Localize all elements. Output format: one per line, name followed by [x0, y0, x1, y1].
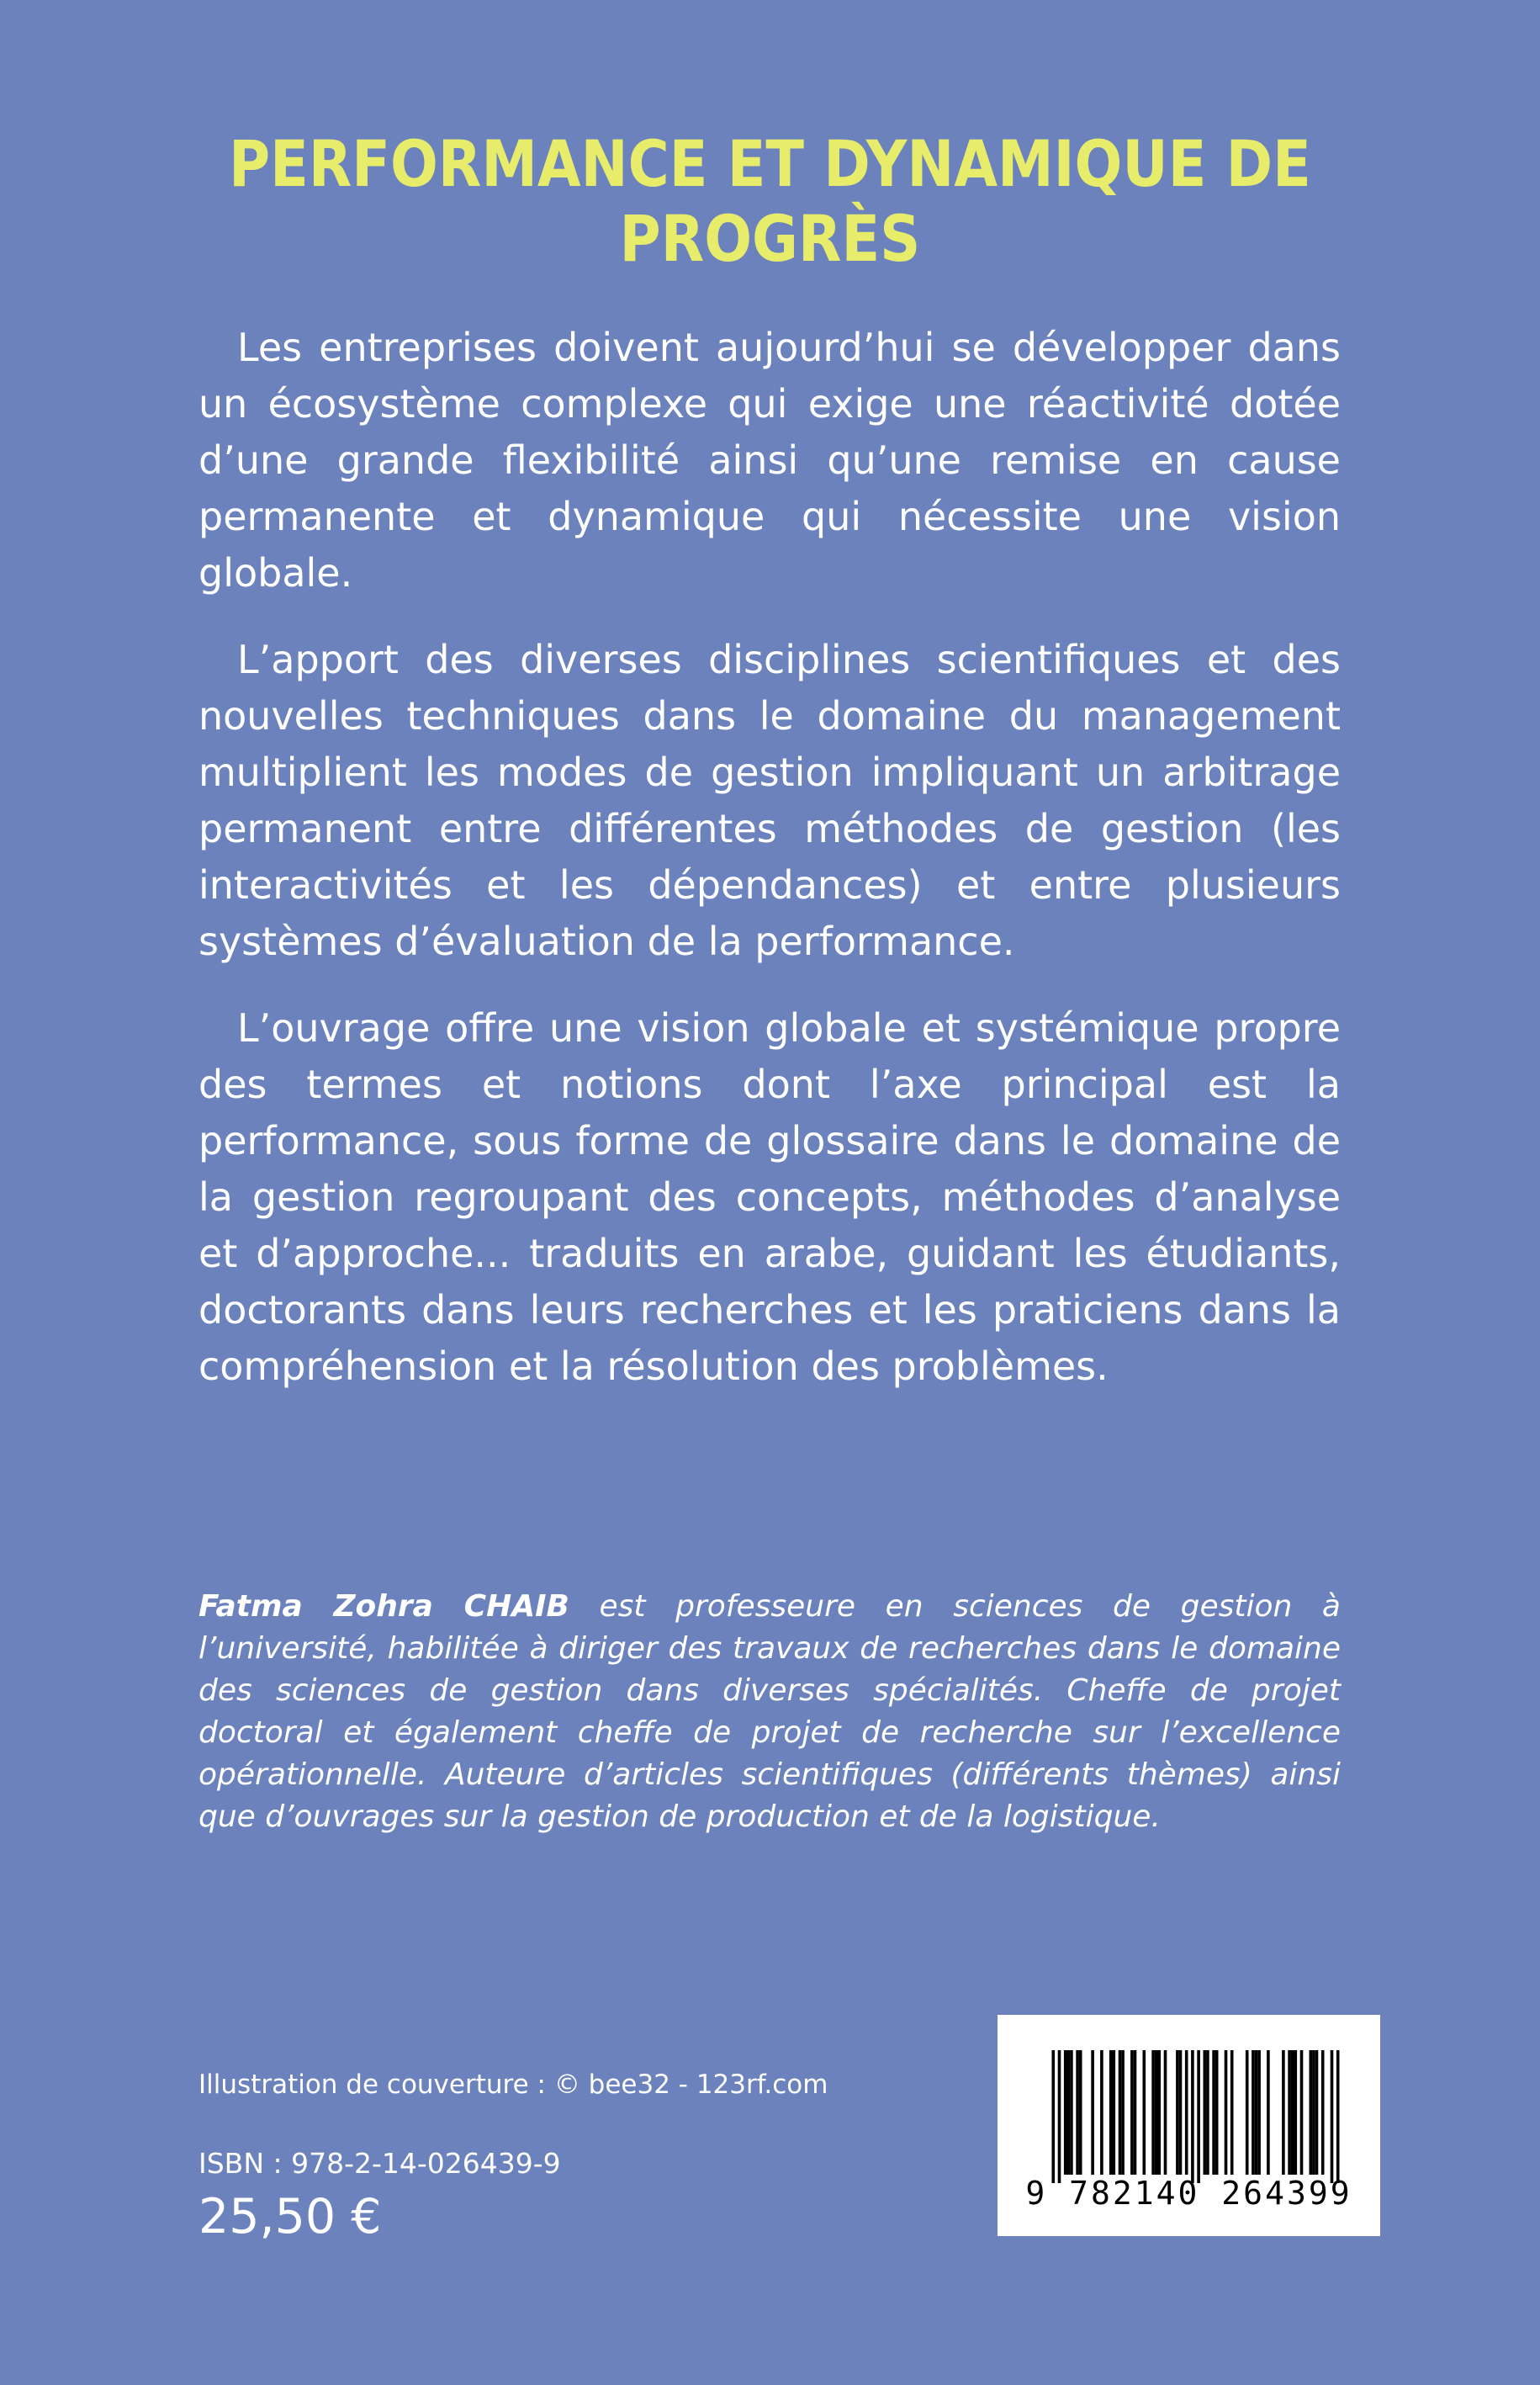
summary-paragraph-1: Les entreprises doivent aujourd’hui se développer dans un écosystème complexe qui exige une réactivité dotée d’une grande flexibilité ainsi qu’une remise en cause permanente et dynamique qui nécessite une vision globale. — [198, 325, 1341, 596]
barcode-bar — [1331, 2050, 1334, 2183]
barcode-bar — [1257, 2050, 1261, 2175]
barcode-bar — [1109, 2050, 1113, 2175]
author-bio-text: est professeure en sciences de gestion à l’université, habilitée à diriger des travaux de recherches dans le domaine des sciences de gestion dans diverses spécialités. Cheffe de projet doctoral et également cheffe de projet de recherche sur l’excellence opérationnelle. Auteure d’articles scientifiques (différents thèmes) ainsi que d’ouvrages sur la gestion de production et de la logistique. — [198, 1589, 1341, 1834]
barcode-bar — [1143, 2050, 1146, 2175]
barcode-bar — [1321, 2050, 1325, 2175]
author-name: Fatma Zohra CHAIB — [198, 1589, 569, 1624]
isbn: ISBN : 978-2-14-026439-9 — [198, 2147, 561, 2180]
barcode-bar — [1310, 2050, 1313, 2175]
barcode-bar — [1119, 2050, 1122, 2175]
barcode-bar — [1058, 2050, 1061, 2183]
barcode-bar — [1215, 2050, 1219, 2175]
barcode-bar — [1191, 2050, 1194, 2183]
barcode-bar — [1312, 2050, 1315, 2175]
barcode-bar — [1179, 2050, 1183, 2175]
price: 25,50 € — [198, 2189, 382, 2245]
barcode-bar — [1204, 2050, 1207, 2175]
barcode-bar — [1176, 2050, 1179, 2175]
barcode-bar — [1100, 2050, 1103, 2175]
barcode-bar — [1151, 2050, 1155, 2175]
barcode-bar — [1252, 2050, 1255, 2175]
barcode-bar — [1212, 2050, 1215, 2175]
barcode-bar — [1076, 2050, 1079, 2175]
barcode-bar — [1121, 2050, 1125, 2175]
barcode-bar — [1197, 2050, 1200, 2183]
barcode-bar — [1113, 2050, 1116, 2175]
barcode-bar — [1267, 2050, 1270, 2175]
barcode-digits: 9 782140 264399 — [1025, 2175, 1352, 2212]
illustration-credit: Illustration de couverture : © bee32 - 123rf.com — [198, 2070, 828, 2100]
barcode-bar — [1064, 2050, 1067, 2175]
barcode-bar — [1164, 2050, 1167, 2175]
barcode-bar — [1230, 2050, 1234, 2175]
barcode-bar — [1288, 2050, 1291, 2175]
barcode-bar — [1282, 2050, 1285, 2175]
barcode-bar — [1091, 2050, 1094, 2175]
barcode-bar — [1336, 2050, 1340, 2183]
barcode-bars — [998, 2015, 1380, 2183]
barcode-bar — [1300, 2050, 1304, 2175]
barcode-bar — [1134, 2050, 1137, 2175]
barcode-bar — [1225, 2050, 1228, 2175]
barcode-bar — [1291, 2050, 1294, 2175]
barcode-bar — [1246, 2050, 1249, 2175]
author-bio — [198, 1586, 1341, 1838]
summary-text — [198, 320, 1341, 1425]
barcode-bar — [1206, 2050, 1209, 2175]
barcode-bar — [1067, 2050, 1071, 2175]
barcode-bar — [1185, 2050, 1188, 2175]
barcode-bar — [1155, 2050, 1158, 2175]
barcode-bar — [1130, 2050, 1134, 2175]
summary-paragraph-2: L’apport des diverses disciplines scientifiques et des nouvelles techniques dans le domaine du management multiplient les modes de gestion impliquant un arbitrage permanent entre différentes méthodes de gestion (les interactivités et les dépendances) et entre plusieurs systèmes d’évaluation de la performance. — [198, 637, 1341, 964]
barcode-bar — [1158, 2050, 1162, 2175]
summary-paragraph-3: L’ouvrage offre une vision globale et systémique propre des termes et notions dont l’axe principal est la performance, sous forme de glossaire dans le domaine de la gestion regroupant des concepts, méthodes d’analyse et d’approche... traduits en arabe, guidant les étudiants, doctorants dans leurs recherches et les praticiens dans la compréhension et la résolution des problèmes. — [198, 1005, 1341, 1389]
barcode-bar — [1079, 2050, 1082, 2175]
barcode-bar — [1052, 2050, 1056, 2183]
barcode — [998, 2015, 1380, 2236]
book-title: PERFORMANCE ET DYNAMIQUE DE PROGRÈS — [229, 126, 1311, 276]
barcode-bar — [1070, 2050, 1073, 2175]
barcode-bar — [1255, 2050, 1258, 2175]
barcode-bar — [1294, 2050, 1298, 2175]
barcode-bar — [1315, 2050, 1319, 2175]
